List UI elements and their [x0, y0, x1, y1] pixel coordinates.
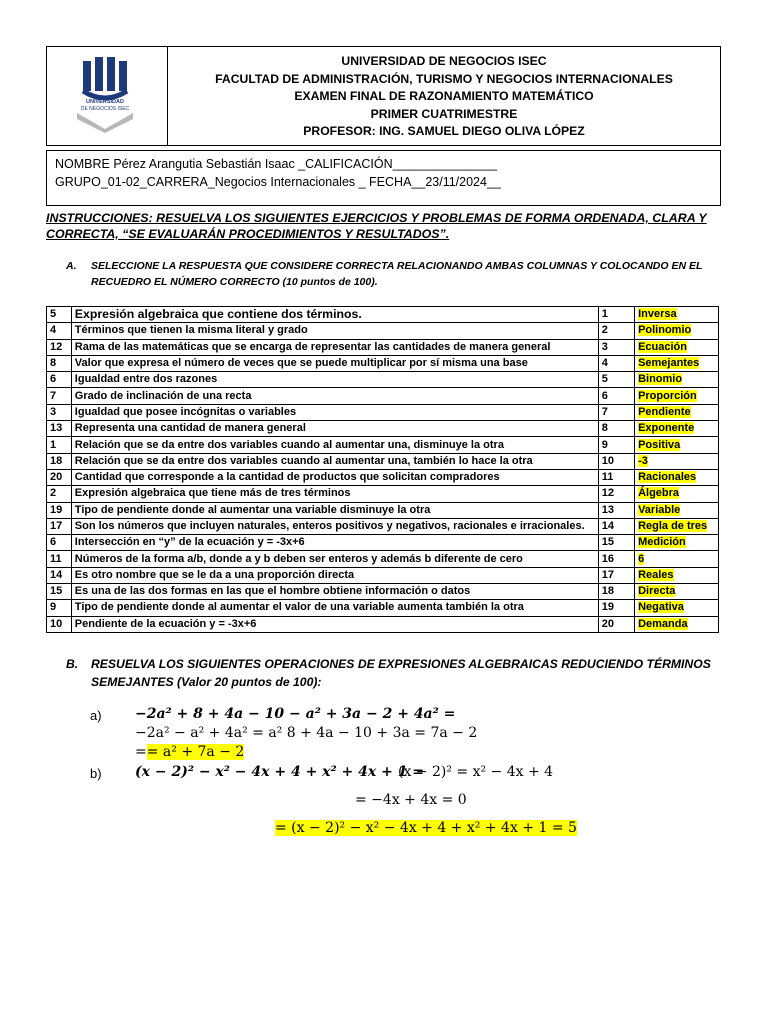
- header-box: [46, 46, 721, 146]
- term-cell: [635, 502, 719, 518]
- answer-cell: 12: [47, 339, 72, 355]
- university-logo: [47, 47, 167, 145]
- description-cell: Pendiente de la ecuación y = -3x+6: [71, 616, 598, 632]
- number-cell: 11: [598, 469, 634, 485]
- answer-cell: 4: [47, 323, 72, 339]
- term-cell: [635, 535, 719, 551]
- description-cell: Es otro nombre que se le da a una proporción directa: [71, 567, 598, 583]
- exercise-a-step: −2a² − a² + 4a² = a² 8 + 4a − 10 + 3a = 7a − 2: [135, 725, 478, 741]
- answer-cell: 2: [47, 486, 72, 502]
- number-cell: 16: [598, 551, 634, 567]
- exercise-a-prefix: =: [135, 744, 147, 760]
- number-cell: 13: [598, 502, 634, 518]
- logo-text-2: DE NEGOCIOS ISEC: [80, 106, 130, 112]
- term-cell: [635, 469, 719, 485]
- table-row: [47, 323, 719, 339]
- section-b-letter: B.: [66, 657, 79, 671]
- exercise-a-result: [135, 744, 244, 760]
- term-cell: [635, 437, 719, 453]
- term-cell: [635, 355, 719, 371]
- description-cell: Es una de las dos formas en las que el hombre obtiene información o datos: [71, 584, 598, 600]
- term-cell: [635, 388, 719, 404]
- table-row: [47, 518, 719, 534]
- number-cell: 18: [598, 584, 634, 600]
- term-highlight: Reales: [638, 568, 674, 581]
- term-cell: [635, 323, 719, 339]
- number-cell: 5: [598, 372, 634, 388]
- table-row: [47, 600, 719, 616]
- number-cell: 12: [598, 486, 634, 502]
- student-group-line: GRUPO_01-02_CARRERA_Negocios Internacionales _ FECHA__23/11/2024__: [55, 175, 501, 189]
- term-cell: [635, 567, 719, 583]
- description-cell: Tipo de pendiente donde al aumentar el valor de una variable aumenta también la otra: [71, 600, 598, 616]
- term-cell: [635, 372, 719, 388]
- term-highlight: 6: [638, 552, 645, 565]
- term-cell: [635, 584, 719, 600]
- answer-cell: 14: [47, 567, 72, 583]
- number-cell: 8: [598, 421, 634, 437]
- term-highlight: Álgebra: [638, 487, 680, 500]
- term-highlight: Exponente: [638, 422, 695, 435]
- term-highlight: Proporción: [638, 389, 697, 402]
- description-cell: Cantidad que corresponde a la cantidad de productos que solicitan compradores: [71, 469, 598, 485]
- term-highlight: -3: [638, 454, 648, 467]
- term-highlight: Demanda: [638, 617, 688, 630]
- answer-cell: 18: [47, 453, 72, 469]
- instructions: INSTRUCCIONES: RESUELVA LOS SIGUIENTES EJERCICIOS Y PROBLEMAS DE FORMA ORDENADA, CLARA Y CORRECTA, “SE EVALUARÁN PROCEDIMIENTOS Y RESULTADOS”.: [46, 211, 707, 241]
- answer-cell: 15: [47, 584, 72, 600]
- term-cell: [635, 453, 719, 469]
- table-row: [47, 535, 719, 551]
- number-cell: 2: [598, 323, 634, 339]
- description-cell: Grado de inclinación de una recta: [71, 388, 598, 404]
- faculty-name: FACULTAD DE ADMINISTRACIÓN, TURISMO Y NEGOCIOS INTERNACIONALES: [215, 71, 673, 86]
- answer-cell: 3: [47, 404, 72, 420]
- exercise-b-step2: = −4x + 4x = 0: [355, 792, 467, 808]
- term-cell: [635, 339, 719, 355]
- description-cell: Son los números que incluyen naturales, enteros positivos y negativos, racionales e irracionales.: [71, 518, 598, 534]
- term-highlight: Binomio: [638, 373, 683, 386]
- exercise-b-problem: (x − 2)² − x² − 4x + 4 + x² + 4x + 1 =: [135, 764, 425, 780]
- number-cell: 17: [598, 567, 634, 583]
- answer-cell: 19: [47, 502, 72, 518]
- term-cell: [635, 404, 719, 420]
- student-info-box: [46, 150, 721, 206]
- description-cell: Igualdad que posee incógnitas o variables: [71, 404, 598, 420]
- number-cell: 3: [598, 339, 634, 355]
- answer-cell: 6: [47, 372, 72, 388]
- term-cell: [635, 616, 719, 632]
- table-row: [47, 388, 719, 404]
- term-highlight: Inversa: [638, 308, 677, 321]
- table-row: [47, 486, 719, 502]
- term-cell: [635, 600, 719, 616]
- number-cell: 19: [598, 600, 634, 616]
- table-row: [47, 421, 719, 437]
- table-row: [47, 567, 719, 583]
- number-cell: 20: [598, 616, 634, 632]
- logo-text-1: UNIVERSIDAD: [86, 99, 124, 105]
- table-row: [47, 437, 719, 453]
- table-row: [47, 372, 719, 388]
- description-cell: Valor que expresa el número de veces que se puede multiplicar por sí misma una base: [71, 355, 598, 371]
- exercise-a-answer: = a² + 7a − 2: [146, 744, 245, 760]
- term-cell: [635, 518, 719, 534]
- matching-table: [46, 306, 719, 633]
- description-cell: Expresión algebraica que tiene más de tres términos: [71, 486, 598, 502]
- logo-cell: [47, 47, 168, 145]
- answer-cell: 13: [47, 421, 72, 437]
- answer-cell: 20: [47, 469, 72, 485]
- term-highlight: Medición: [638, 536, 686, 549]
- term-highlight: Variable: [638, 503, 681, 516]
- exercise-b-step1: (x − 2)² = x² − 4x + 4: [398, 764, 554, 780]
- term: PRIMER CUATRIMESTRE: [370, 106, 518, 121]
- number-cell: 6: [598, 388, 634, 404]
- description-cell: Números de la forma a/b, donde a y b deben ser enteros y además b diferente de cero: [71, 551, 598, 567]
- table-row: [47, 453, 719, 469]
- term-cell: [635, 486, 719, 502]
- description-cell: Relación que se da entre dos variables cuando al aumentar una, disminuye la otra: [71, 437, 598, 453]
- professor: PROFESOR: ING. SAMUEL DIEGO OLIVA LÓPEZ: [303, 124, 585, 139]
- term-highlight: Ecuación: [638, 340, 687, 353]
- number-cell: 15: [598, 535, 634, 551]
- term-highlight: Directa: [638, 585, 676, 598]
- description-cell: Expresión algebraica que contiene dos términos.: [71, 307, 598, 323]
- description-cell: Términos que tienen la misma literal y grado: [71, 323, 598, 339]
- answer-cell: 5: [47, 307, 72, 323]
- number-cell: 1: [598, 307, 634, 323]
- table-row: [47, 616, 719, 632]
- term-highlight: Racionales: [638, 471, 697, 484]
- section-a-text: SELECCIONE LA RESPUESTA QUE CONSIDERE CORRECTA RELACIONANDO AMBAS COLUMNAS Y COLOCANDO EN EL RECUEDRO EL NÚMERO CORRECTO (10 puntos de 100).: [91, 260, 703, 288]
- term-cell: [635, 551, 719, 567]
- answer-cell: 9: [47, 600, 72, 616]
- answer-cell: 10: [47, 616, 72, 632]
- table-row: [47, 404, 719, 420]
- answer-cell: 7: [47, 388, 72, 404]
- exercise-b-answer: = (x − 2)² − x² − 4x + 4 + x² + 4x + 1 = 5: [275, 820, 577, 836]
- term-cell: [635, 421, 719, 437]
- description-cell: Igualdad entre dos razones: [71, 372, 598, 388]
- section-a-letter: A.: [66, 260, 77, 272]
- answer-cell: 6: [47, 535, 72, 551]
- table-row: [47, 502, 719, 518]
- university-name: UNIVERSIDAD DE NEGOCIOS ISEC: [341, 54, 547, 68]
- description-cell: Rama de las matemáticas que se encarga de representar las cantidades de manera general: [71, 339, 598, 355]
- term-cell: [635, 307, 719, 323]
- description-cell: Intersección en “y” de la ecuación y = -3x+6: [71, 535, 598, 551]
- table-row: [47, 355, 719, 371]
- answer-cell: 17: [47, 518, 72, 534]
- table-row: [47, 584, 719, 600]
- description-cell: Representa una cantidad de manera general: [71, 421, 598, 437]
- description-cell: Relación que se da entre dos variables cuando al aumentar una, también lo hace la otra: [71, 453, 598, 469]
- number-cell: 9: [598, 437, 634, 453]
- term-highlight: Polinomio: [638, 324, 692, 337]
- table-row: [47, 469, 719, 485]
- student-name-line: NOMBRE Pérez Arangutia Sebastián Isaac _CALIFICACIÓN_______________: [55, 157, 497, 171]
- table-row: [47, 307, 719, 323]
- answer-cell: 11: [47, 551, 72, 567]
- number-cell: 14: [598, 518, 634, 534]
- table-row: [47, 339, 719, 355]
- exercise-a-label: a): [90, 708, 102, 723]
- answer-cell: 1: [47, 437, 72, 453]
- header-text: [168, 53, 720, 141]
- term-highlight: Positiva: [638, 438, 681, 451]
- exercise-b-label: b): [90, 766, 102, 781]
- exercise-a-problem: −2a² + 8 + 4a − 10 − a² + 3a − 2 + 4a² =: [135, 706, 456, 722]
- term-highlight: Negativa: [638, 601, 684, 614]
- number-cell: 7: [598, 404, 634, 420]
- section-b-text: RESUELVA LOS SIGUIENTES OPERACIONES DE EXPRESIONES ALGEBRAICAS REDUCIENDO TÉRMINOS SEMEJANTES (Valor 20 puntos de 100):: [91, 657, 711, 689]
- term-highlight: Pendiente: [638, 405, 691, 418]
- description-cell: Tipo de pendiente donde al aumentar una variable disminuye la otra: [71, 502, 598, 518]
- number-cell: 4: [598, 355, 634, 371]
- answer-cell: 8: [47, 355, 72, 371]
- table-row: [47, 551, 719, 567]
- number-cell: 10: [598, 453, 634, 469]
- exam-title: EXAMEN FINAL DE RAZONAMIENTO MATEMÁTICO: [294, 89, 594, 104]
- term-highlight: Semejantes: [638, 357, 700, 370]
- term-highlight: Regla de tres: [638, 520, 708, 532]
